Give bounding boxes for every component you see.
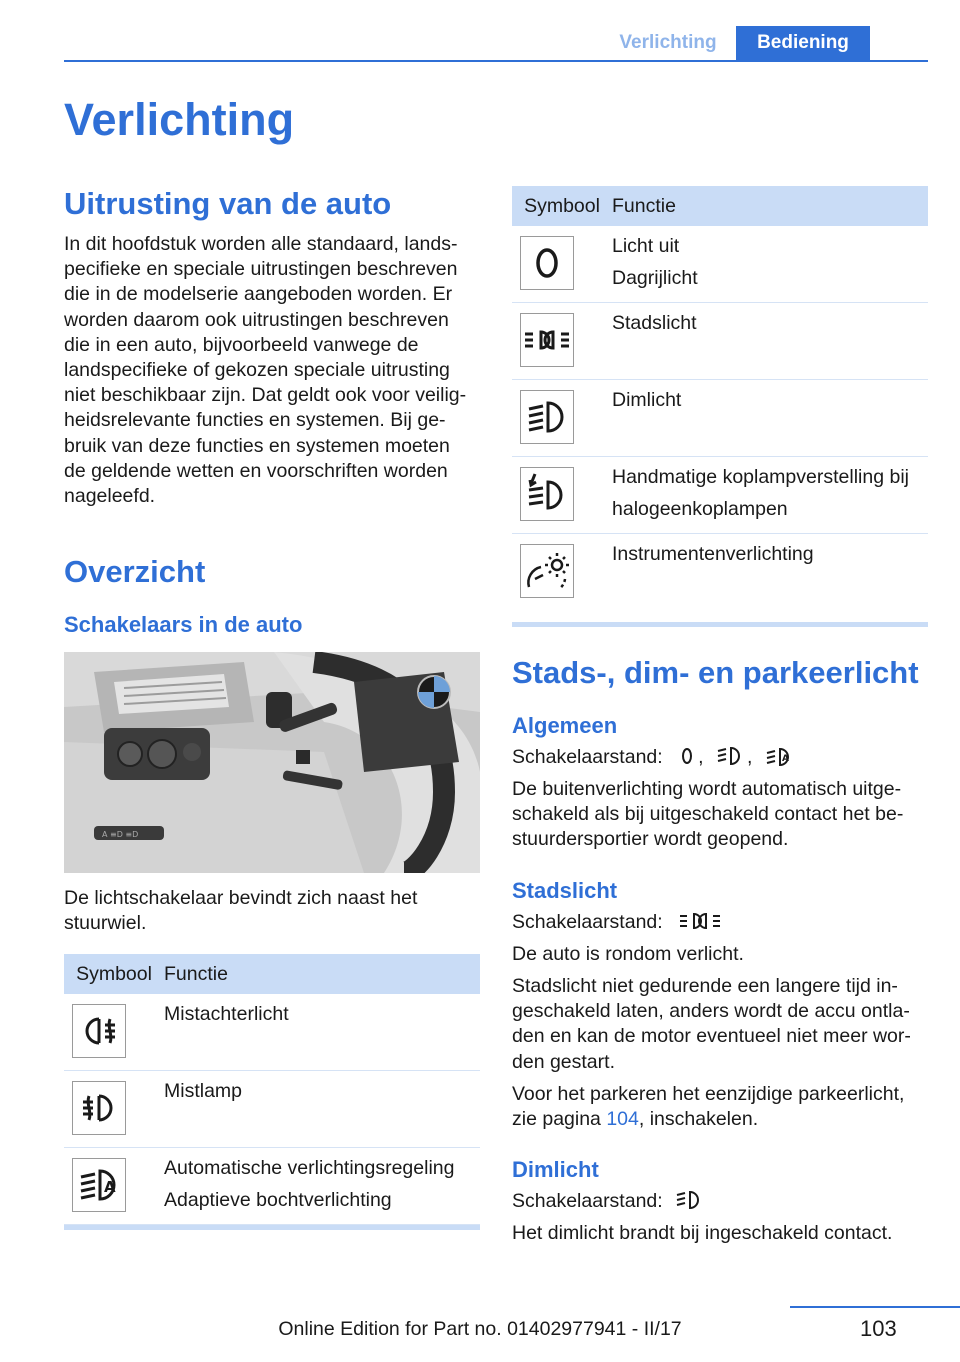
dashboard-illustration [64, 652, 480, 873]
table-row [512, 534, 928, 610]
table-end-rule [512, 622, 928, 627]
table-row [64, 1148, 480, 1225]
parking-lights-icon [520, 313, 574, 367]
rear-fog-light-icon [72, 1004, 126, 1058]
svg-text:A ≡D ≡D: A ≡D ≡D [102, 830, 139, 839]
lights-off-icon [520, 236, 574, 290]
svg-text:A: A [781, 754, 789, 764]
page-link[interactable]: 104 [606, 1108, 639, 1131]
low-beam-icon [717, 745, 747, 767]
switch-pos-label: Schakelaarstand: [512, 746, 663, 768]
switch-pos-label: Schakelaarstand: [512, 911, 663, 933]
front-fog-light-icon [72, 1081, 126, 1135]
parking-text-1: De auto is rondom verlicht. [512, 943, 744, 965]
lowbeam-text: Het dimlicht brandt bij ingeschakeld contact. [512, 1222, 893, 1244]
svg-text:A: A [104, 1178, 116, 1196]
table-row [512, 457, 928, 534]
low-beam-icon [520, 390, 574, 444]
table-end-rule [64, 1225, 480, 1230]
parking-lights-icon [676, 910, 728, 932]
parking-switch-position [512, 910, 728, 935]
footer-edition: Online Edition for Part no. 01402977941 - II/17 [278, 1318, 682, 1340]
lights-off-icon [676, 745, 698, 767]
general-switch-position: Schakelaarstand: , , A [512, 745, 796, 770]
heading-equipment: Uitrusting van de auto [64, 186, 392, 221]
general-paragraph: De buitenverlichting wordt automatisch uitge- schakeld als bij uitgeschakeld contact het be- stuurdersportier wordt geopend. [512, 778, 904, 851]
col-function-header: Functie [612, 194, 676, 217]
row-text-line: halogeenkoplampen [612, 498, 788, 520]
parking-text-3: Voor het parkeren het eenzijdige parkeerlicht, zie pagina 104, inschakelen. [512, 1083, 905, 1131]
lowbeam-switch-position [512, 1189, 706, 1214]
page-number: 103 [860, 1316, 897, 1341]
right-symbol-table [512, 186, 928, 627]
heading-lights: Stads-, dim- en parkeerlicht [512, 655, 919, 690]
photo-caption: De lichtschakelaar bevindt zich naast het stuurwiel. [64, 887, 418, 935]
footer-rule [790, 1306, 960, 1308]
switch-pos-label: Schakelaarstand: [512, 1190, 663, 1212]
header-chapter-tab[interactable]: Bediening [736, 26, 870, 62]
low-beam-icon [676, 1189, 706, 1211]
row-text-line: Mistlamp [164, 1080, 243, 1102]
header-rule [64, 60, 928, 62]
row-text-line: Dagrijlicht [612, 267, 698, 289]
row-text-line: Licht uit [612, 235, 680, 257]
parking-warning-paragraph: Stadslicht niet gedurende een langere tijd in- geschakeld laten, anders wordt de accu ontla- den en kan de motor eventueel niet meer wor- den gestart. [512, 975, 911, 1073]
table-row [512, 303, 928, 380]
row-text-line: Dimlicht [612, 389, 682, 411]
heading-lowbeam: Dimlicht [512, 1157, 599, 1182]
automatic-headlight-icon [72, 1158, 126, 1212]
table-header [512, 186, 928, 226]
row-text-line: Automatische verlichtingsregeling [164, 1157, 455, 1179]
light-switch-photo [64, 652, 480, 873]
instrument-lighting-icon [520, 544, 574, 598]
page-title: Verlichting [64, 94, 295, 145]
equipment-paragraph: In dit hoofdstuk worden alle standaard, lands- pecifieke en speciale uitrustingen beschreven die in de modelserie aangeboden worden. Er worden daarom ook uitrustingen beschreven die in een auto, bijvoorbeeld vanwege de landspecifieke of gekozen speciale uitrusting niet beschikbaar zijn. Dat geldt ook voor veilig- heidsrelevante functies en systemen. Bij ge- bruik van deze functies en systemen moeten de geldende wetten en voorschriften worden nageleefd. [64, 233, 467, 508]
table-row [64, 1071, 480, 1148]
heading-overview: Overzicht [64, 554, 206, 589]
row-text-line: Mistachterlicht [164, 1003, 289, 1025]
left-symbol-table [64, 954, 480, 1230]
row-text-line: Adaptieve bochtverlichting [164, 1189, 392, 1211]
col-symbol-header: Symbool [76, 962, 152, 985]
automatic-headlight-icon [766, 745, 796, 767]
col-symbol-header: Symbool [524, 194, 600, 217]
headlight-range-icon [520, 467, 574, 521]
col-function-header: Functie [164, 962, 228, 985]
header-section-tab[interactable]: Verlichting [619, 32, 717, 53]
heading-parking: Stadslicht [512, 878, 618, 903]
row-text-line: Stadslicht [612, 312, 697, 334]
table-row [64, 994, 480, 1071]
heading-switches: Schakelaars in de auto [64, 612, 303, 637]
row-text-line: Instrumentenverlichting [612, 543, 814, 565]
table-row [512, 380, 928, 457]
heading-general: Algemeen [512, 713, 618, 738]
table-header [64, 954, 480, 994]
row-text-line: Handmatige koplampverstelling bij [612, 466, 909, 488]
table-row [512, 226, 928, 303]
